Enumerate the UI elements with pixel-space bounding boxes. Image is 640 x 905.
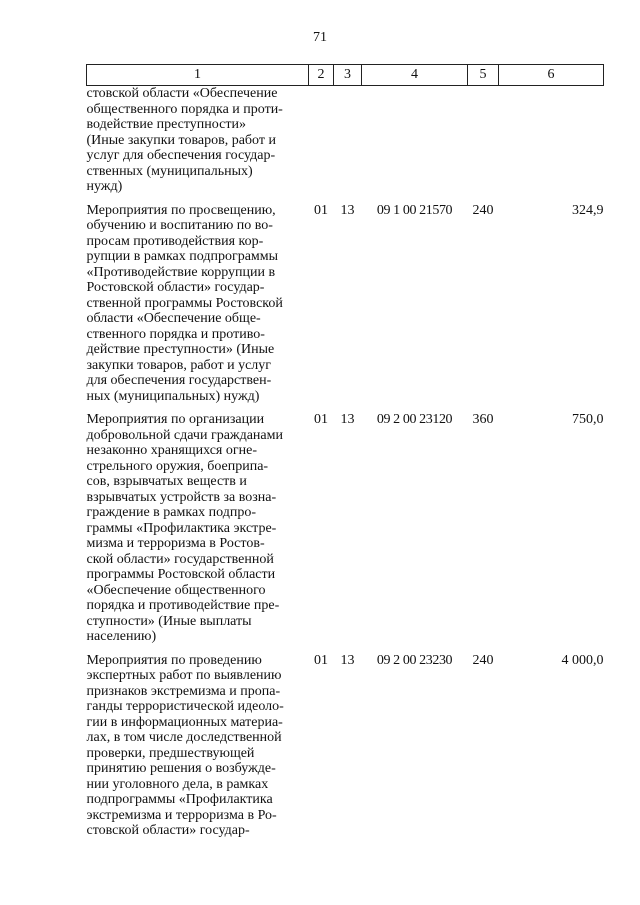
description-line: стрельного оружия, боеприпа- [86, 458, 269, 474]
target-article-cell: 09 1 00 21570 [376, 202, 453, 218]
description-line: ственного порядка и противо- [86, 326, 265, 342]
description-line: программы Ростовской области [86, 567, 276, 582]
description-line: области «Обеспечение обще- [86, 311, 261, 326]
description-line: незаконно хранящихся огне- [86, 443, 257, 458]
row-spacer [87, 645, 604, 653]
description-line: для обеспечения государствен- [86, 373, 272, 388]
column-header: 3 [334, 65, 362, 86]
expense-type-cell: 360 [472, 412, 494, 427]
table-body [87, 86, 604, 839]
table-row [87, 653, 604, 839]
amount-cell: 324,9 [572, 202, 604, 218]
row-spacer [87, 404, 604, 412]
target-article-cell [362, 86, 468, 195]
description-line: Мероприятия по проведению [86, 652, 262, 668]
description-line: населению) [86, 629, 157, 644]
description-line: «Противодействие коррупции в [86, 264, 276, 280]
description-line: граммы «Профилактика экстре- [86, 520, 277, 536]
subsection-code-cell: 13 [340, 202, 355, 218]
description-line: обучению и воспитанию по во- [86, 218, 273, 233]
description-cell [87, 653, 309, 839]
target-article-cell: 09 2 00 23120 [376, 412, 453, 427]
description-line: Мероприятия по просвещению, [86, 202, 276, 218]
description-line: водействие преступности» [86, 117, 246, 132]
description-line: принятию решения о возбужде- [86, 761, 276, 776]
description-line: проверки, предшествующей [86, 745, 255, 761]
description-line: ганды террористической идеоло- [86, 699, 284, 714]
description-line: ных (муниципальных) нужд) [86, 388, 260, 404]
table-row [87, 86, 604, 195]
target-article-cell: 09 2 00 23230 [376, 652, 453, 668]
description-line: взрывчатых устройств за возна- [86, 489, 277, 505]
description-line: ственной программы Ростовской [86, 295, 283, 311]
row-spacer-cell [87, 645, 604, 653]
column-header: 6 [499, 65, 604, 86]
description-line: признаков экстремизма и пропа- [86, 683, 281, 699]
description-cell [87, 203, 309, 405]
description-line: просам противодействия кор- [86, 233, 264, 249]
section-code-cell: 01 [314, 412, 328, 427]
description-line: экспертных работ по выявлению [86, 668, 282, 683]
description-line: нии уголовного дела, в рамках [86, 776, 269, 792]
section-code-cell: 01 [314, 202, 328, 218]
subsection-code-cell [334, 86, 362, 195]
budget-table [86, 64, 604, 839]
table-row [87, 412, 604, 645]
amount-cell: 750,0 [572, 412, 604, 427]
expense-type-cell [468, 86, 499, 195]
amount-cell [499, 86, 604, 195]
description-line: порядка и противодействие пре- [86, 598, 280, 613]
description-line: подпрограммы «Профилактика [86, 792, 273, 807]
section-code-cell [309, 86, 334, 195]
description-cell [87, 412, 309, 645]
table-header-row [87, 65, 604, 86]
section-code-cell: 01 [314, 652, 328, 668]
description-line: закупки товаров, работ и услуг [86, 357, 272, 373]
description-line: нужд) [86, 179, 123, 194]
description-line: граждение в рамках подпро- [86, 505, 257, 520]
description-line: Ростовской области» государ- [86, 280, 265, 295]
expense-type-cell: 240 [472, 202, 494, 218]
amount-cell: 4 000,0 [561, 652, 604, 668]
column-header: 1 [87, 65, 309, 86]
row-spacer [87, 195, 604, 203]
row-spacer-cell [87, 195, 604, 203]
description-line: гии в информационных материа- [86, 714, 283, 730]
description-line: экстремизма и терроризма в Ро- [86, 807, 277, 823]
column-header: 2 [309, 65, 334, 86]
description-line: общественного порядка и проти- [86, 101, 283, 117]
row-spacer-cell [87, 404, 604, 412]
description-line: сов, взрывчатых веществ и [86, 474, 247, 489]
description-cell [87, 86, 309, 195]
description-line: услуг для обеспечения государ- [86, 148, 276, 163]
column-header: 5 [468, 65, 499, 86]
description-line: лах, в том числе доследственной [86, 730, 282, 745]
column-header: 4 [362, 65, 468, 86]
description-line: стовской области» государ- [86, 823, 250, 838]
description-line: добровольной сдачи гражданами [86, 427, 283, 443]
description-line: стовской области «Обеспечение [86, 86, 278, 101]
page-number: 71 [313, 30, 327, 45]
subsection-code-cell: 13 [340, 652, 355, 668]
description-line: Мероприятия по организации [86, 412, 265, 427]
subsection-code-cell: 13 [340, 412, 355, 427]
description-line: действие преступности» (Иные [86, 342, 275, 357]
expense-type-cell: 240 [472, 652, 494, 668]
description-line: ственных (муниципальных) [86, 163, 253, 179]
description-line: «Обеспечение общественного [86, 582, 266, 598]
description-line: (Иные закупки товаров, работ и [86, 132, 276, 148]
description-line: ступности» (Иные выплаты [86, 613, 252, 629]
description-line: рупции в рамках подпрограммы [86, 249, 279, 264]
table-row [87, 203, 604, 405]
description-line: ской области» государственной [86, 551, 274, 567]
description-line: мизма и терроризма в Ростов- [86, 536, 265, 551]
